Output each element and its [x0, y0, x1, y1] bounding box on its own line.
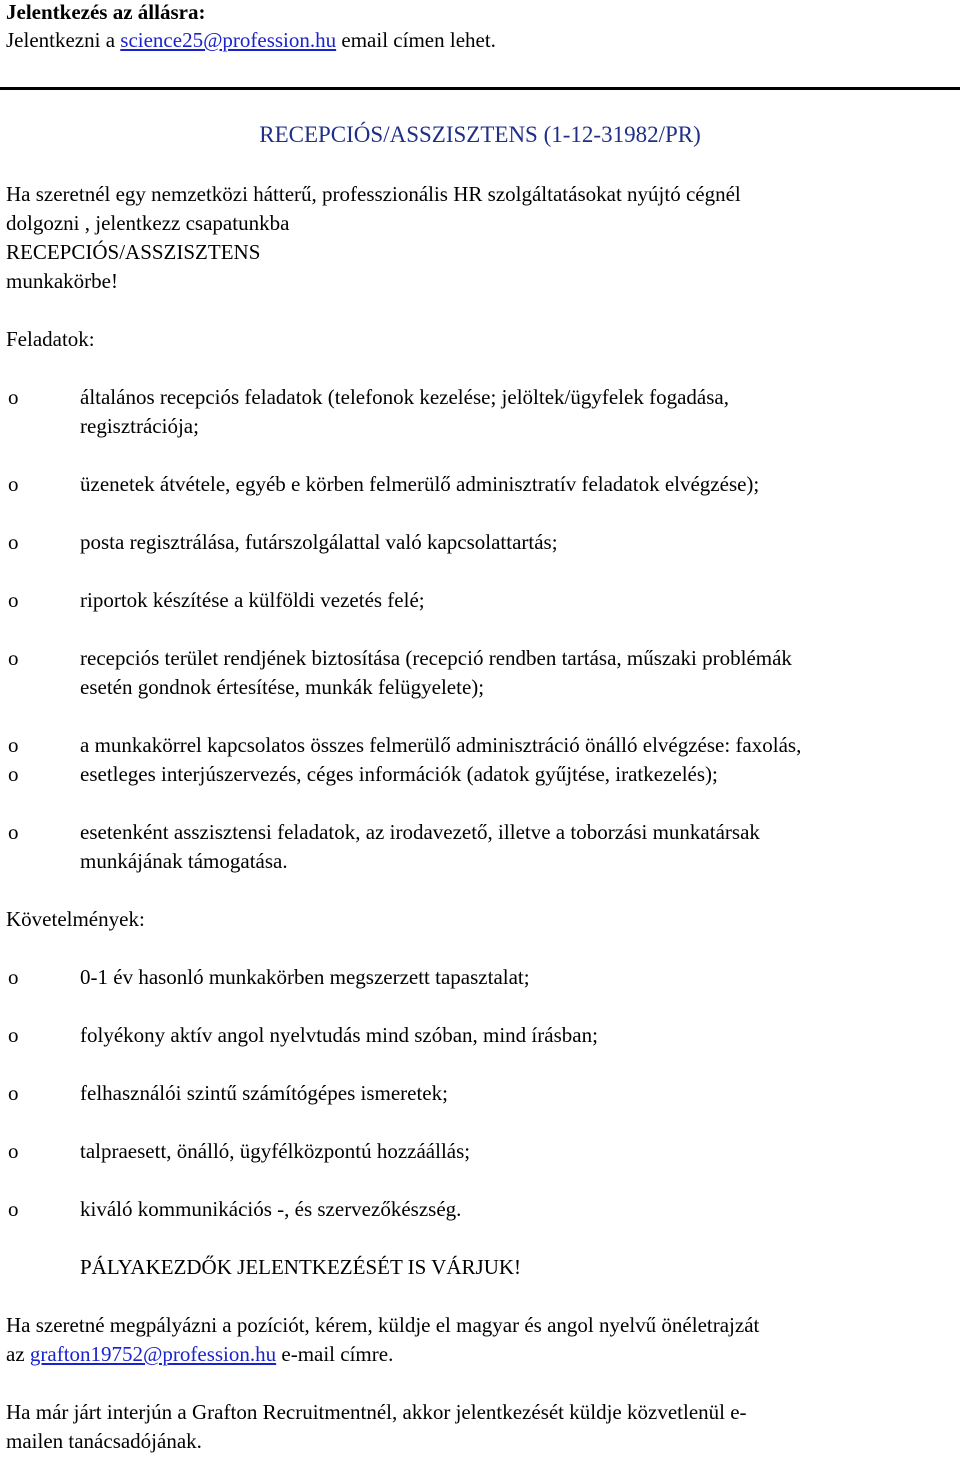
- list-item-text: felhasználói szintű számítógépes ismeretek;: [80, 1081, 448, 1105]
- list-item-text: riportok készítése a külföldi vezetés felé;: [80, 588, 425, 612]
- footer-returning-line-1: Ha már járt interjún a Grafton Recruitmentnél, akkor jelentkezését küldje közvetlenül e-: [6, 1400, 747, 1424]
- footer-apply-prefix: az: [6, 1342, 30, 1366]
- intro-line-3: RECEPCIÓS/ASSZISZTENS: [6, 240, 261, 264]
- intro-line-1: Ha szeretnél egy nemzetközi hátterű, professzionális HR szolgáltatásokat nyújtó cégnél: [6, 182, 741, 206]
- bullet-icon: o: [8, 646, 19, 670]
- grafton-email-link[interactable]: grafton19752@profession.hu: [29, 1342, 277, 1366]
- requirements-heading: Követelmények:: [6, 907, 145, 931]
- list-item-text: üzenetek átvétele, egyéb e körben felmerülő adminisztratív feladatok elvégzése);: [80, 472, 760, 496]
- bullet-icon: o: [8, 1023, 19, 1047]
- bullet-icon: o: [8, 762, 19, 786]
- bullet-icon: o: [8, 530, 19, 554]
- list-item-text: folyékony aktív angol nyelvtudás mind szóban, mind írásban;: [80, 1023, 598, 1047]
- newcomers-note: PÁLYAKEZDŐK JELENTKEZÉSÉT IS VÁRJUK!: [80, 1255, 522, 1279]
- list-item-text: a munkakörrel kapcsolatos összes felmerülő adminisztráció önálló elvégzése: faxolás,: [80, 733, 802, 757]
- bullet-icon: o: [8, 588, 19, 612]
- apply-prefix: Jelentkezni a: [6, 28, 121, 52]
- footer-apply-line-1: Ha szeretné megpályázni a pozíciót, kérem, küldje el magyar és angol nyelvű önéletrajzát: [6, 1313, 760, 1337]
- bullet-icon: o: [8, 1139, 19, 1163]
- bullet-icon: o: [8, 1081, 19, 1105]
- list-item-text: esetleges interjúszervezés, céges információk (adatok gyűjtése, iratkezelés);: [80, 762, 718, 786]
- footer-apply-line-2: [6, 1340, 393, 1369]
- list-item-text: általános recepciós feladatok (telefonok kezelése; jelöltek/ügyfelek fogadása,: [80, 385, 729, 409]
- apply-heading: Jelentkezés az állásra:: [6, 0, 206, 24]
- list-item-text: talpraesett, önálló, ügyfélközpontú hozzáállás;: [80, 1139, 471, 1163]
- list-item-text: kiváló kommunikációs -, és szervezőkészség.: [80, 1197, 462, 1221]
- horizontal-divider: [0, 87, 960, 90]
- tasks-heading: Feladatok:: [6, 327, 95, 351]
- bullet-icon: o: [8, 472, 19, 496]
- bullet-icon: o: [8, 965, 19, 989]
- footer-apply-suffix: e-mail címre.: [276, 1342, 394, 1366]
- list-item-text: recepciós terület rendjének biztosítása (recepció rendben tartása, műszaki problémák: [80, 646, 792, 670]
- list-item-text: posta regisztrálása, futárszolgálattal való kapcsolattartás;: [80, 530, 558, 554]
- list-item-text: 0-1 év hasonló munkakörben megszerzett tapasztalat;: [80, 965, 530, 989]
- list-item-text: esetenként asszisztensi feladatok, az irodavezető, illetve a toborzási munkatársak: [80, 820, 760, 844]
- list-item-text-cont: regisztrációja;: [80, 414, 199, 438]
- intro-line-2: dolgozni , jelentkezz csapatunkba: [6, 211, 290, 235]
- bullet-icon: o: [8, 385, 19, 409]
- footer-returning-line-2: mailen tanácsadójának.: [6, 1429, 202, 1453]
- list-item-text-cont: esetén gondnok értesítése, munkák felügyelete);: [80, 675, 485, 699]
- bullet-icon: o: [8, 733, 19, 757]
- list-item-text-cont: munkájának támogatása.: [80, 849, 288, 873]
- apply-instruction: [6, 26, 496, 55]
- bullet-icon: o: [8, 820, 19, 844]
- apply-suffix: email címen lehet.: [336, 28, 496, 52]
- bullet-icon: o: [8, 1197, 19, 1221]
- intro-line-4: munkakörbe!: [6, 269, 118, 293]
- apply-email-link[interactable]: science25@profession.hu: [120, 28, 337, 52]
- job-title: RECEPCIÓS/ASSZISZTENS (1-12-31982/PR): [259, 122, 701, 147]
